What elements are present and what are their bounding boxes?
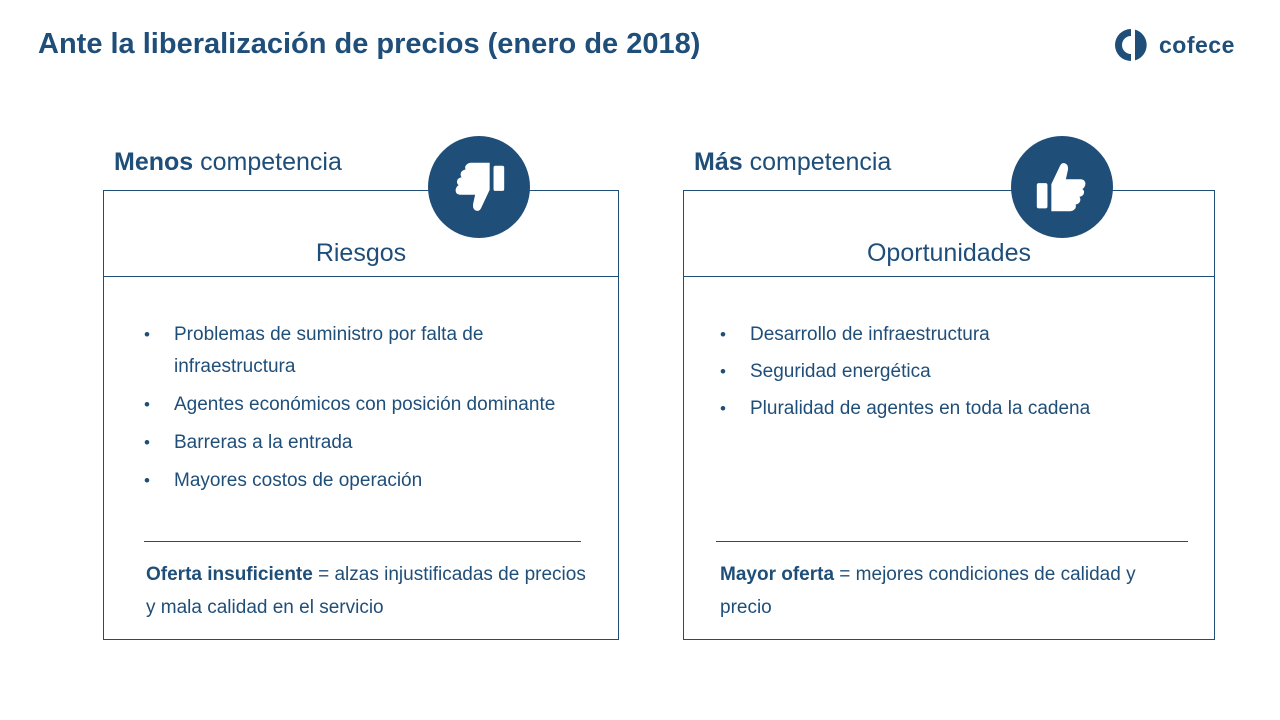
opportunities-panel: [683, 190, 1215, 640]
list-item: • Agentes económicos con posición dominante: [144, 389, 594, 421]
right-heading: [694, 148, 891, 177]
list-item: • Mayores costos de operación: [144, 465, 594, 497]
right-heading-rest: competencia: [742, 148, 892, 176]
opportunities-divider: [716, 541, 1188, 542]
cofece-logo: [1112, 26, 1235, 64]
opportunities-summary-bold: Mayor oferta: [720, 564, 835, 585]
risks-summary-bold: Oferta insuficiente: [146, 564, 313, 585]
left-heading-bold: Menos: [114, 148, 194, 176]
list-item: • Pluralidad de agentes en toda la cadena: [720, 393, 1190, 425]
page-title: Ante la liberalización de precios (enero de 2018): [38, 28, 701, 60]
opportunities-panel-header: [684, 191, 1214, 277]
cofece-logo-icon: [1112, 26, 1150, 64]
opportunities-summary-rest: = mejores condiciones de calidad y precio: [720, 564, 1136, 618]
risks-panel-header: [104, 191, 618, 277]
left-heading-rest: competencia: [193, 148, 342, 176]
risks-summary-rest: = alzas injustificadas de precios y mala calidad en el servicio: [146, 564, 586, 618]
risks-panel: [103, 190, 619, 640]
risks-divider: [144, 541, 581, 542]
list-item: • Problemas de suministro por falta de infraestructura: [144, 319, 594, 383]
list-item: • Desarrollo de infraestructura: [720, 319, 1190, 351]
thumbs-down-icon: [448, 156, 510, 218]
thumbs-up-badge: [1011, 136, 1113, 238]
risks-panel-title: Riesgos: [315, 239, 407, 267]
opportunities-list: [720, 319, 1190, 430]
risks-summary: [146, 558, 596, 624]
risks-list: [144, 319, 594, 503]
logo-text: cofece: [1159, 31, 1235, 58]
opportunities-panel-title: Oportunidades: [866, 239, 1031, 267]
list-item: • Barreras a la entrada: [144, 427, 594, 459]
left-heading: [114, 148, 342, 177]
right-heading-bold: Más: [694, 148, 743, 176]
opportunities-summary: [720, 558, 1170, 624]
list-item: • Seguridad energética: [720, 356, 1190, 388]
thumbs-up-icon: [1031, 156, 1093, 218]
thumbs-down-badge: [428, 136, 530, 238]
